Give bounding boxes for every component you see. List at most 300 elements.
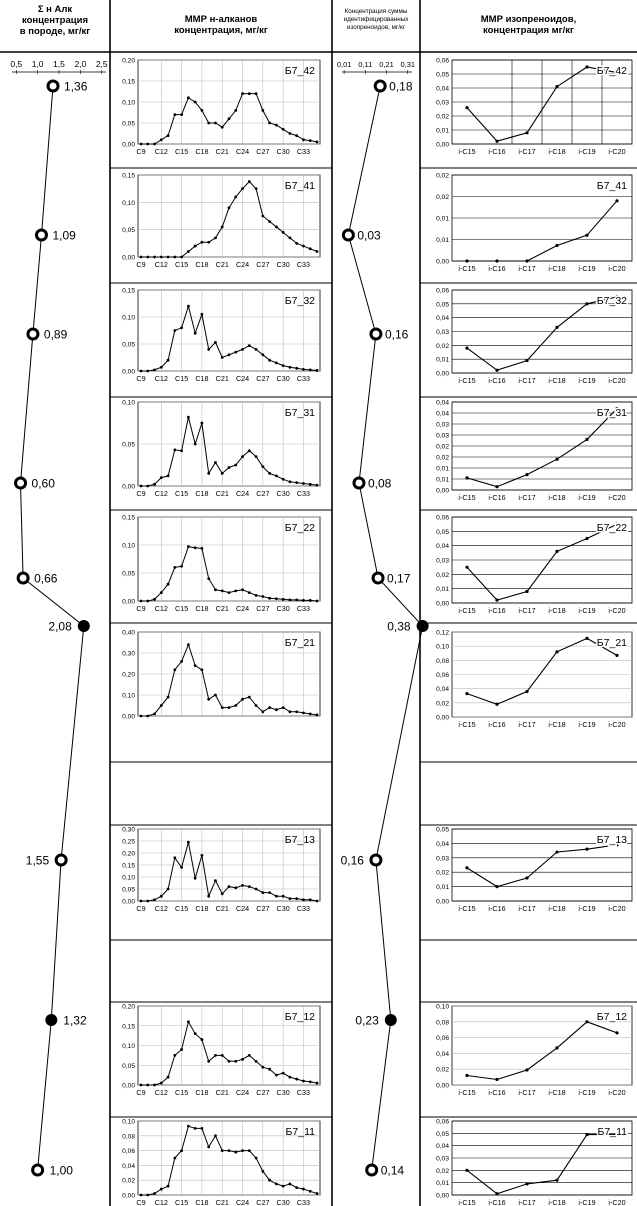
profile-point [28, 329, 38, 339]
data-point [255, 1060, 258, 1063]
y-tick-label: 0,04 [436, 410, 449, 418]
data-point [241, 455, 244, 458]
data-point [615, 654, 618, 657]
x-tick-label: i-C18 [548, 606, 566, 615]
data-point [187, 250, 190, 253]
data-point [255, 1157, 258, 1160]
data-point [201, 668, 204, 671]
x-tick-label: C15 [175, 904, 189, 913]
profile-point-filled [78, 620, 90, 632]
data-point [295, 897, 298, 900]
x-tick-label: C24 [235, 1088, 250, 1097]
data-point [221, 226, 224, 229]
y-tick-label: 0,04 [436, 1050, 449, 1058]
data-point [194, 664, 197, 667]
profile-isoprenoids [340, 81, 428, 1175]
profile-value-label: 0,16 [384, 327, 409, 342]
data-point [268, 472, 271, 475]
data-point [207, 698, 210, 701]
data-point [289, 897, 292, 900]
data-point [248, 591, 251, 594]
x-tick-label: C33 [296, 1198, 311, 1206]
x-tick-label: C24 [235, 260, 250, 269]
y-tick-label: 0,05 [122, 886, 135, 894]
x-tick-label: C27 [256, 1198, 270, 1206]
data-point [555, 650, 558, 653]
data-point [275, 1074, 278, 1077]
data-point [316, 484, 319, 487]
panel-title: Б7_13 [284, 834, 315, 846]
x-tick-label: i-C20 [608, 264, 626, 273]
data-point [214, 122, 217, 125]
profile-value-label: 0,60 [31, 476, 55, 491]
panel-title: Б7_11 [597, 1126, 627, 1138]
data-point [261, 465, 264, 468]
panel-title: Б7_13 [596, 834, 627, 846]
data-point [201, 422, 204, 425]
data-point [153, 713, 156, 716]
scale-alkanes-tick-label: 2,0 [74, 59, 87, 69]
data-point [160, 1188, 163, 1191]
data-point [295, 481, 298, 484]
data-point [282, 598, 285, 601]
data-point [207, 1060, 210, 1063]
data-point [316, 900, 319, 903]
profile-value-label: 1,00 [49, 1163, 73, 1178]
data-point [146, 900, 149, 903]
data-point [187, 416, 190, 419]
y-tick-label: 0,15 [122, 514, 135, 522]
y-tick-label: 0,20 [122, 1003, 135, 1011]
data-point [495, 703, 498, 706]
header-col3-line3: изопреноидов, мг/кг [346, 24, 406, 31]
data-point [495, 1078, 498, 1081]
data-point [153, 598, 156, 601]
scale-isoprenoids-tick-label: 0,01 [336, 60, 352, 69]
data-point [228, 591, 231, 594]
y-tick-label: 0,00 [122, 1082, 135, 1090]
data-point [289, 598, 292, 601]
data-point [316, 600, 319, 603]
data-point [146, 1194, 149, 1197]
y-tick-label: 0,05 [436, 1130, 449, 1138]
x-tick-label: C27 [256, 1088, 270, 1097]
x-tick-label: i-C18 [548, 264, 566, 273]
y-tick-label: 0,02 [436, 571, 449, 579]
data-point [180, 256, 183, 259]
data-point [555, 326, 558, 329]
y-tick-label: 0,10 [122, 1118, 135, 1126]
y-tick-label: 0,10 [436, 1003, 449, 1011]
header-col2-line1: ММР н-алканов [184, 14, 258, 25]
data-point [495, 1192, 498, 1195]
profile-point [16, 478, 26, 488]
data-point [228, 885, 231, 888]
y-tick-label: 0,00 [436, 141, 449, 149]
x-tick-label: C24 [235, 147, 250, 156]
x-tick-label: C24 [235, 374, 250, 383]
x-tick-label: i-C19 [578, 376, 596, 385]
data-point [309, 369, 312, 372]
y-tick-label: 0,04 [436, 85, 449, 93]
scale-alkanes-tick-label: 0,5 [10, 59, 23, 69]
x-tick-label: i-C15 [458, 720, 476, 729]
data-point [207, 472, 210, 475]
y-tick-label: 0,15 [122, 287, 135, 295]
data-point [465, 476, 468, 479]
data-point [153, 256, 156, 259]
data-point [207, 577, 210, 580]
data-point [234, 1151, 237, 1154]
y-tick-label: 0,00 [436, 487, 449, 495]
data-point [302, 482, 305, 485]
data-point [241, 1058, 244, 1061]
profile-value-label: 1,55 [25, 853, 50, 868]
data-point [316, 250, 319, 253]
x-tick-label: i-C20 [608, 904, 626, 913]
data-point [180, 449, 183, 452]
data-point [187, 545, 190, 548]
data-point [234, 351, 237, 354]
y-tick-label: 0,01 [436, 127, 449, 135]
x-tick-label: C24 [235, 489, 250, 498]
x-tick-label: i-C17 [518, 147, 536, 156]
data-point [214, 694, 217, 697]
data-point [234, 109, 237, 112]
data-point [309, 599, 312, 602]
data-point [282, 478, 285, 481]
x-tick-label: C33 [296, 147, 311, 156]
y-tick-label: 0,02 [436, 700, 449, 708]
data-point [465, 259, 468, 262]
profile-value-label: 0,66 [34, 571, 58, 586]
data-point [555, 850, 558, 853]
data-point [282, 128, 285, 131]
data-point [289, 1076, 292, 1079]
y-tick-label: 0,15 [122, 862, 135, 870]
x-tick-label: C30 [276, 1198, 290, 1206]
profile-point-filled [417, 620, 429, 632]
profile-point [48, 81, 58, 91]
profile-point [371, 329, 381, 339]
y-tick-label: 0,02 [436, 194, 449, 201]
y-tick-label: 0,08 [436, 1019, 449, 1027]
x-tick-label: C12 [154, 260, 168, 269]
data-point [525, 1068, 528, 1071]
data-point [173, 856, 176, 859]
data-point [207, 241, 210, 244]
data-point [234, 886, 237, 889]
data-point [153, 483, 156, 486]
data-point [153, 143, 156, 146]
x-tick-label: C9 [136, 904, 146, 913]
data-point [146, 143, 149, 146]
profile-point [371, 855, 381, 865]
x-tick-label: C24 [235, 904, 250, 913]
x-tick-label: i-C17 [518, 904, 536, 913]
y-tick-label: 0,00 [122, 368, 135, 376]
data-point [275, 226, 278, 229]
data-point [525, 876, 528, 879]
data-point [160, 704, 163, 707]
x-tick-label: i-C19 [578, 1088, 596, 1097]
x-tick-label: C9 [136, 604, 146, 613]
header-col1-line2: концентрация [22, 15, 88, 26]
y-tick-label: 0,04 [436, 399, 449, 407]
data-point [180, 866, 183, 869]
profile-value-label: 1,09 [52, 228, 76, 243]
y-tick-label: 0,12 [436, 629, 449, 637]
data-point [201, 1127, 204, 1130]
x-tick-label: i-C18 [548, 1088, 566, 1097]
data-point [585, 637, 588, 640]
data-point [187, 643, 190, 646]
y-tick-label: 0,00 [122, 598, 135, 606]
data-point [187, 305, 190, 308]
x-tick-label: C30 [276, 1088, 290, 1097]
panel-title: Б7_41 [596, 180, 627, 192]
y-tick-label: 0,02 [436, 454, 449, 462]
x-tick-label: C27 [256, 904, 270, 913]
data-point [228, 117, 231, 120]
data-point [282, 706, 285, 709]
y-tick-label: 0,05 [122, 570, 135, 578]
y-tick-label: 0,00 [436, 258, 449, 266]
data-point [289, 480, 292, 483]
data-point [465, 566, 468, 569]
data-point [214, 1134, 217, 1137]
x-tick-label: i-C16 [488, 147, 506, 156]
data-point [207, 122, 210, 125]
header-col1-line1: Σ н Алк [37, 4, 73, 15]
y-tick-label: 0,40 [122, 629, 135, 637]
data-point [585, 537, 588, 540]
data-point [282, 364, 285, 367]
data-point [275, 1183, 278, 1186]
header-col4-line2: концентрация мг/кг [483, 25, 574, 36]
y-tick-label: 0,06 [436, 287, 449, 295]
data-point [268, 220, 271, 223]
y-tick-label: 0,15 [122, 1023, 135, 1031]
data-point [615, 1031, 618, 1034]
x-tick-label: C27 [256, 489, 270, 498]
x-tick-label: i-C18 [548, 493, 566, 502]
data-point [495, 885, 498, 888]
x-tick-label: i-C17 [518, 1198, 536, 1206]
panel-title: Б7_31 [284, 407, 315, 419]
data-point [180, 1048, 183, 1051]
data-point [248, 344, 251, 347]
x-tick-label: i-C18 [548, 147, 566, 156]
data-point [275, 708, 278, 711]
data-point [221, 706, 224, 709]
profile-line [348, 86, 422, 1170]
data-point [525, 690, 528, 693]
profile-point [375, 81, 385, 91]
y-tick-label: 0,30 [122, 826, 135, 834]
profile-value-label: 0,18 [389, 79, 413, 94]
y-tick-label: 0,05 [436, 826, 449, 834]
data-point [153, 898, 156, 901]
y-tick-label: 0,03 [436, 432, 449, 440]
x-tick-label: i-C16 [488, 1088, 506, 1097]
data-point [167, 256, 170, 259]
data-point [194, 443, 197, 446]
scale-alkanes-tick-label: 2,5 [95, 59, 108, 69]
header-col3-line2: идентифицированных [343, 16, 409, 23]
data-point [146, 370, 149, 373]
data-point [495, 485, 498, 488]
data-point [248, 92, 251, 95]
y-tick-label: 0,02 [436, 869, 449, 877]
y-tick-label: 0,00 [122, 898, 135, 906]
data-point [153, 1084, 156, 1087]
data-point [302, 1188, 305, 1191]
x-tick-label: i-C17 [518, 606, 536, 615]
x-tick-label: C27 [256, 374, 270, 383]
x-tick-label: C18 [195, 904, 209, 913]
x-tick-label: C15 [175, 374, 189, 383]
data-point [255, 455, 258, 458]
data-point [615, 199, 618, 202]
data-point [146, 485, 149, 488]
data-point [309, 247, 312, 250]
data-point [173, 668, 176, 671]
data-point [194, 546, 197, 549]
x-tick-label: C33 [296, 904, 311, 913]
x-tick-label: i-C16 [488, 376, 506, 385]
y-tick-label: 0,04 [122, 1162, 135, 1170]
y-tick-label: 0,02 [436, 1066, 449, 1074]
profile-point-filled [45, 1014, 57, 1026]
x-tick-label: C18 [195, 489, 209, 498]
y-tick-label: 0,00 [436, 600, 449, 608]
x-tick-label: C33 [296, 374, 311, 383]
data-point [140, 485, 143, 488]
y-tick-label: 0,06 [436, 672, 449, 679]
data-point [289, 366, 292, 369]
data-point [187, 1125, 190, 1128]
profile-point [36, 230, 46, 240]
y-tick-label: 0,01 [436, 476, 449, 484]
profile-value-label: 1,32 [63, 1013, 87, 1028]
x-tick-label: C9 [136, 147, 146, 156]
data-point [214, 236, 217, 239]
y-tick-label: 0,05 [436, 71, 449, 79]
y-tick-label: 0,10 [122, 99, 135, 107]
data-point [555, 1179, 558, 1182]
y-tick-label: 0,01 [436, 215, 449, 223]
data-point [180, 565, 183, 568]
y-tick-label: 0,00 [122, 141, 135, 149]
panel-title: Б7_41 [284, 180, 315, 192]
x-tick-label: i-C15 [458, 264, 476, 273]
panel-title: Б7_22 [284, 522, 315, 534]
x-tick-label: C27 [256, 604, 270, 613]
data-point [160, 1082, 163, 1085]
data-point [525, 590, 528, 593]
data-point [146, 715, 149, 718]
data-point [234, 1060, 237, 1063]
data-point [167, 888, 170, 891]
data-point [201, 241, 204, 244]
x-tick-label: C12 [154, 374, 168, 383]
x-tick-label: i-C20 [608, 1198, 626, 1206]
x-tick-label: C15 [175, 489, 189, 498]
y-tick-label: 0,05 [122, 341, 135, 349]
x-tick-label: C21 [215, 1088, 229, 1097]
data-point [214, 588, 217, 591]
panel-title: Б7_21 [596, 637, 627, 649]
scale-alkanes-tick-label: 1,5 [53, 59, 65, 69]
y-tick-label: 0,30 [122, 650, 135, 658]
y-tick-label: 0,05 [436, 301, 449, 309]
data-point [261, 595, 264, 598]
data-point [160, 256, 163, 259]
x-tick-label: i-C18 [548, 904, 566, 913]
data-point [140, 143, 143, 146]
data-point [221, 1054, 224, 1057]
y-tick-label: 0,10 [122, 199, 135, 207]
x-tick-label: C24 [235, 1198, 250, 1206]
data-point [140, 1084, 143, 1087]
data-point [255, 888, 258, 891]
profile-point [18, 573, 28, 583]
data-point [180, 113, 183, 116]
x-tick-label: i-C15 [458, 904, 476, 913]
data-point [173, 1054, 176, 1057]
data-point [228, 206, 231, 209]
data-point [289, 710, 292, 713]
data-point [194, 332, 197, 335]
y-tick-label: 0,01 [436, 356, 449, 364]
data-point [201, 854, 204, 857]
data-point [585, 438, 588, 441]
data-point [268, 891, 271, 894]
data-point [180, 326, 183, 329]
profile-point [367, 1165, 377, 1175]
x-tick-label: i-C19 [578, 606, 596, 615]
data-point [261, 109, 264, 112]
data-point [302, 245, 305, 248]
data-point [228, 1149, 231, 1152]
y-tick-label: 0,00 [436, 370, 449, 378]
data-point [255, 187, 258, 190]
data-point [201, 109, 204, 112]
panel-title: Б7_21 [284, 637, 315, 649]
y-tick-label: 0,06 [436, 57, 449, 65]
data-point [167, 1076, 170, 1079]
data-point [585, 302, 588, 305]
data-point [261, 353, 264, 356]
data-point [309, 1190, 312, 1193]
profile-value-label: 0,89 [43, 327, 68, 342]
data-point [289, 236, 292, 239]
data-point [173, 256, 176, 259]
y-tick-label: 0,06 [436, 514, 449, 522]
x-tick-label: i-C16 [488, 904, 506, 913]
data-point [228, 1060, 231, 1063]
profile-value-label: 0,17 [387, 571, 411, 586]
data-point [255, 348, 258, 351]
data-point [555, 85, 558, 88]
data-point [234, 590, 237, 593]
x-tick-label: C21 [215, 1198, 229, 1206]
data-point [160, 366, 163, 369]
profile-point [343, 230, 353, 240]
data-point [228, 706, 231, 709]
data-point [248, 1149, 251, 1152]
